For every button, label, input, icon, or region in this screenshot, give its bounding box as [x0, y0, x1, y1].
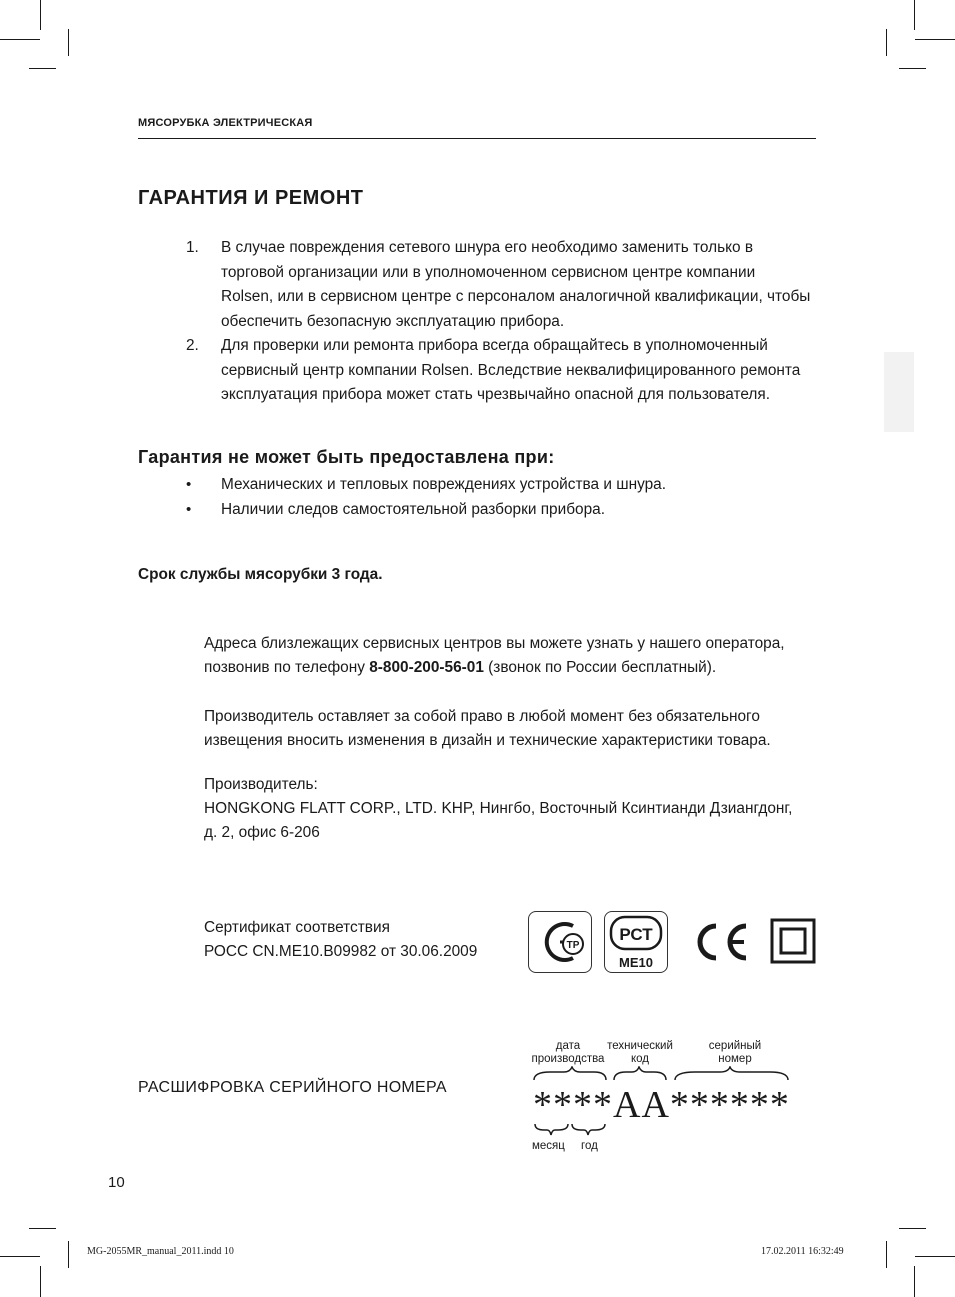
label-month: месяц — [532, 1140, 565, 1152]
label-year: год — [581, 1140, 598, 1152]
list-item: • Наличии следов самостоятельной разборки прибора. — [186, 498, 826, 523]
class-ii-double-insulation-icon — [770, 918, 816, 964]
slug-file-info: MG-2055MR_manual_2011.indd 10 — [87, 1246, 234, 1257]
top-brace-icon — [530, 1066, 792, 1084]
svg-text:ME10: ME10 — [619, 955, 653, 970]
phone-number: 8-800-200-56-01 — [369, 659, 484, 676]
list-item: 2. Для проверки или ремонта прибора всегда обращайтесь в уполномоченный сервисный центр компании Rolsen. Вследствие неквалифицированного ремонта эксплуатация прибора может стать чрезвычайно опасной для пользователя. — [186, 337, 801, 403]
manufacturer-paragraph: Производитель: HONGKONG FLATT CORP., LTD. KHP, Нингбо, Восточный Ксинтианди Дзиангдонг, д. 2, офис 6-206 — [204, 776, 793, 841]
bottom-brace-icon — [532, 1122, 612, 1138]
svg-text:ТР: ТР — [566, 940, 580, 951]
warranty-list — [186, 236, 826, 408]
bullet-icon: • — [186, 500, 192, 518]
section-heading-warranty: ГАРАНТИЯ И РЕМОНТ — [138, 187, 364, 209]
header-rule — [138, 138, 816, 139]
side-tab-mark — [884, 352, 914, 432]
disclaimer-paragraph: Производитель оставляет за собой право в любой момент без обязательного извещения вносить изменения в дизайн и технические характеристики товара. — [204, 708, 771, 749]
ce-mark-icon — [690, 920, 752, 964]
list-item: • Механических и тепловых повреждениях устройства и шнура. — [186, 473, 826, 498]
pct-mark-icon — [604, 911, 668, 973]
service-life: Срок службы мясорубки 3 года. — [138, 566, 383, 583]
serial-pattern: ****AA****** — [533, 1084, 790, 1126]
running-header: МЯСОРУБКА ЭЛЕКТРИЧЕСКАЯ — [138, 117, 313, 129]
certificate-paragraph: Сертификат соответствия РОСС CN.ME10.B09982 от 30.06.2009 — [204, 919, 478, 960]
exclusions-list — [186, 473, 826, 522]
label-serial-number: серийный номер — [708, 1040, 762, 1065]
serial-decode-heading: РАСШИФРОВКА СЕРИЙНОГО НОМЕРА — [138, 1079, 447, 1096]
page-number: 10 — [108, 1174, 125, 1191]
bullet-icon: • — [186, 476, 192, 493]
list-item: 1. В случае повреждения сетевого шнура его необходимо заменить только в торговой организации или в уполномоченном сервисном центре компании Rolsen, или в сервисном центре с персоналом аналогичной квалификации, чтобы обеспечить безопасную эксплуатацию прибора. — [186, 239, 811, 330]
svg-text:РСТ: РСТ — [619, 925, 653, 944]
slug-timestamp: 17.02.2011 16:32:49 — [761, 1246, 844, 1257]
label-production-date: дата производства — [531, 1040, 605, 1065]
label-technical-code: технический код — [607, 1040, 673, 1065]
contacts-paragraph: Адреса близлежащих сервисных центров вы можете узнать у нашего оператора, позвонив по телефону 8-800-200-56-01 (звонок по России бесплатный). — [204, 635, 785, 676]
gost-tr-mark-icon — [528, 911, 592, 973]
section-heading-exclusions: Гарантия не может быть предоставлена при: — [138, 447, 555, 467]
